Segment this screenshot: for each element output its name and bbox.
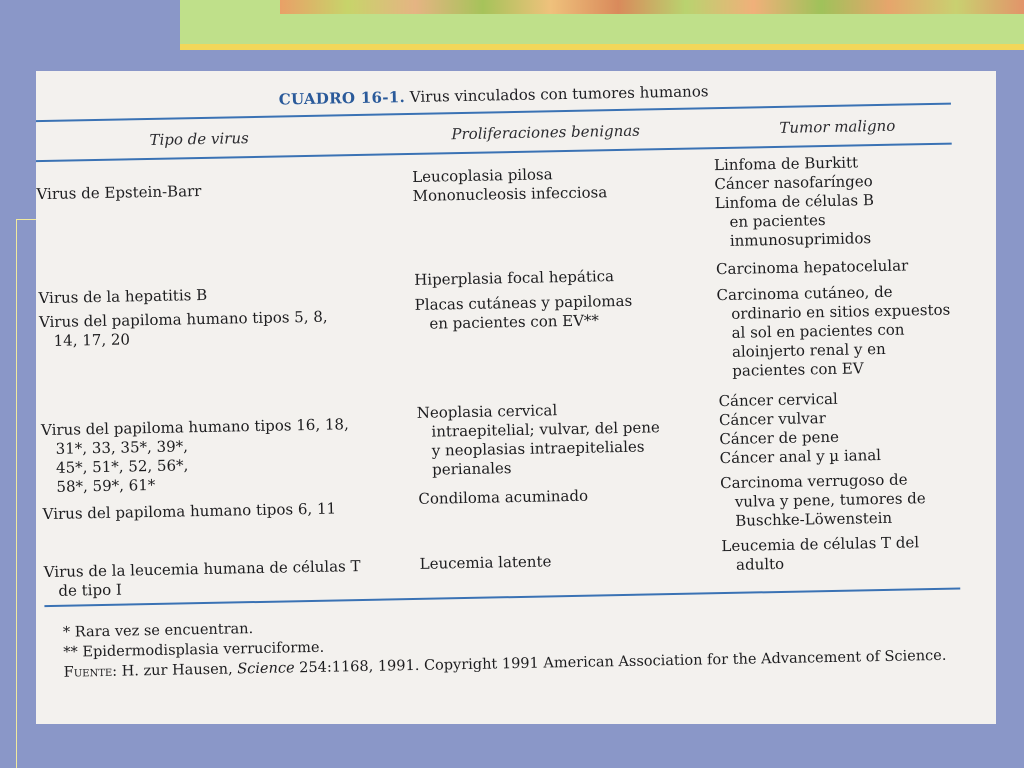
table-row-hpv-5-8-malignant-1: Carcinoma cutáneo, de [716, 282, 893, 305]
table-row-hepatitis-b-benign: Hiperplasia focal hepática [414, 267, 615, 289]
table-row-hpv-16-18-benign-3: y neoplasias intraepiteliales [417, 437, 645, 460]
table-row-htlv-malignant-1: Leucemia de células T del [721, 533, 920, 556]
footnote-ev: ** Epidermodisplasia verruciforme. [63, 639, 325, 661]
source-details: 254:1168, 1991. Copyright 1991 American Association for the Advancement of Science. [299, 647, 947, 677]
table-row-epstein-barr-malignant-2: Cáncer nasofaríngeo [714, 172, 873, 194]
table-row-hpv-5-8-virus-2: 14, 17, 20 [39, 330, 131, 351]
table-row-epstein-barr-malignant-4: en pacientes [715, 211, 826, 232]
yellow-accent-line [180, 44, 1024, 50]
table-row-epstein-barr-malignant-5: inmunosuprimidos [715, 229, 872, 251]
table-row-hepatitis-b-virus: Virus de la hepatitis B [38, 285, 208, 308]
column-header-malignant: Tumor maligno [779, 116, 896, 137]
table-row-hepatitis-b-malignant: Carcinoma hepatocelular [715, 256, 909, 279]
table-row-hpv-6-11-malignant-1: Carcinoma verrugoso de [720, 470, 908, 493]
column-header-virus-type: Tipo de virus [149, 129, 249, 149]
left-frame-line-vertical [16, 219, 17, 768]
table-row-hpv-16-18-virus-4: 58*, 59*, 61* [41, 475, 156, 497]
table-row-hpv-16-18-malignant-2: Cáncer vulvar [718, 409, 826, 430]
scanned-table-image [36, 71, 996, 724]
table-row-epstein-barr-malignant-1: Linfoma de Burkitt [713, 153, 859, 175]
table-row-epstein-barr-malignant-3: Linfoma de células B [714, 191, 875, 213]
table-document [36, 71, 996, 724]
footnote-rare: * Rara vez se encuentran. [62, 621, 254, 641]
table-row-htlv-benign: Leucemia latente [419, 552, 552, 573]
table-row-hpv-6-11-virus: Virus del papiloma humano tipos 6, 11 [42, 499, 337, 524]
table-row-hpv-5-8-malignant-3: al sol en pacientes con [717, 320, 905, 343]
table-row-hpv-16-18-benign-4: perianales [417, 459, 512, 479]
column-header-benign: Proliferaciones benignas [451, 121, 641, 144]
table-row-hpv-5-8-benign-1: Placas cutáneas y papilomas [414, 291, 633, 314]
table-row-hpv-6-11-benign: Condiloma acuminado [418, 486, 589, 508]
table-row-htlv-virus-1: Virus de la leucemia humana de células T [43, 557, 361, 582]
table-row-hpv-5-8-malignant-2: ordinario en sitios expuestos [716, 300, 951, 324]
table-row-hpv-16-18-virus-2: 31*, 33, 35*, 39*, [41, 437, 189, 459]
table-row-hpv-16-18-malignant-1: Cáncer cervical [718, 389, 838, 411]
table-row-hpv-6-11-malignant-3: Buschke-Löwenstein [720, 508, 893, 531]
table-row-hpv-16-18-malignant-4: Cáncer anal y µ ianal [719, 446, 882, 468]
table-row-hpv-16-18-benign-1: Neoplasia cervical [416, 401, 558, 422]
source-journal: Science [237, 660, 295, 678]
table-row-hpv-5-8-virus-1: Virus del papiloma humano tipos 5, 8, [38, 307, 328, 332]
table-row-epstein-barr-benign-2: Mononucleosis infecciosa [412, 183, 608, 205]
table-row-epstein-barr-benign-1: Leucoplasia pilosa [412, 165, 553, 186]
table-caption [279, 81, 709, 109]
source-author: H. zur Hausen, [121, 661, 233, 680]
table-row-htlv-malignant-2: adulto [721, 554, 785, 575]
table-caption-text: Virus vinculados con tumores humanos [409, 82, 709, 106]
floral-border-image [280, 0, 1024, 14]
table-row-htlv-virus-2: de tipo I [43, 580, 122, 601]
table-row-hpv-16-18-virus-3: 45*, 51*, 52, 56*, [41, 456, 189, 478]
table-row-hpv-16-18-benign-2: intraepitelial; vulvar, del pene [416, 418, 660, 441]
table-caption-label: CUADRO 16-1. [278, 88, 406, 109]
table-row-hpv-16-18-virus-1: Virus del papiloma humano tipos 16, 18, [40, 415, 349, 440]
table-row-hpv-6-11-malignant-2: vulva y pene, tumores de [720, 489, 926, 512]
table-row-hpv-5-8-benign-2: en pacientes con EV** [414, 311, 600, 333]
table-row-epstein-barr-virus: Virus de Epstein-Barr [36, 182, 202, 204]
table-row-hpv-5-8-malignant-4: aloinjerto renal y en [717, 339, 886, 362]
left-frame-line [16, 219, 36, 220]
table-row-hpv-16-18-malignant-3: Cáncer de pene [719, 427, 840, 449]
table-row-hpv-5-8-malignant-5: pacientes con EV [717, 359, 864, 381]
source-label: Fuente: [63, 663, 118, 681]
bottom-rule [44, 588, 960, 607]
